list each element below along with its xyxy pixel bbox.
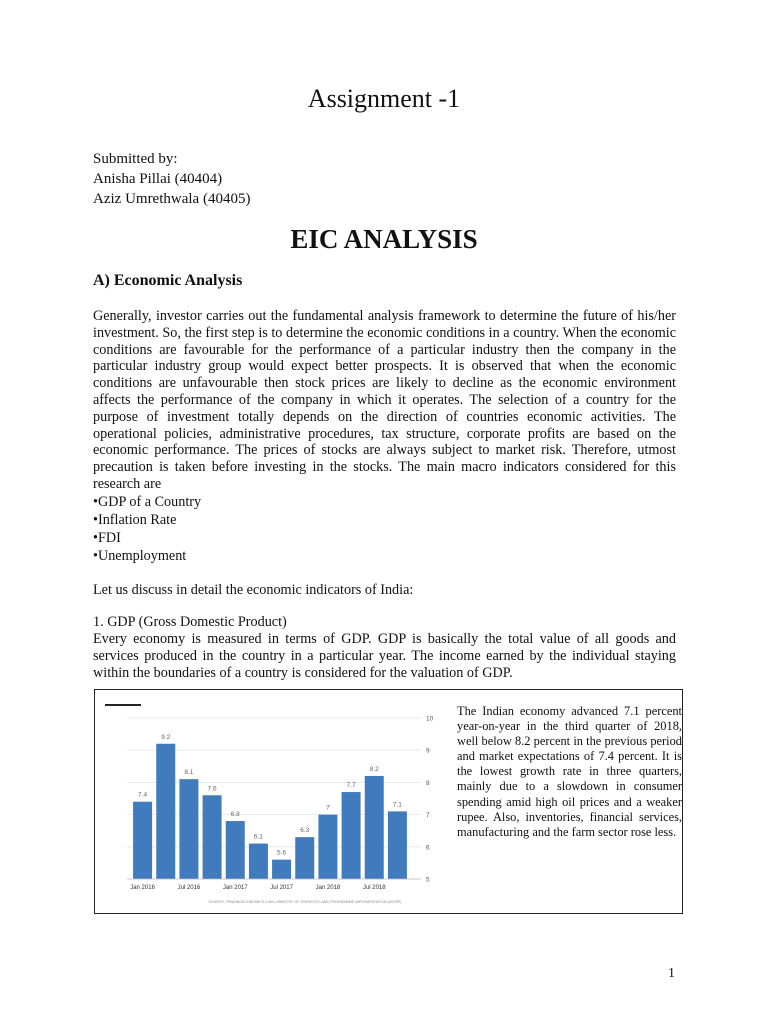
x-tick-label: Jan 2018 <box>315 885 341 891</box>
section-heading: A) Economic Analysis <box>93 272 243 289</box>
bar <box>156 744 175 879</box>
list-item: • Inflation Rate <box>93 511 201 529</box>
x-tick-label: Jul 2017 <box>270 885 293 891</box>
data-label: 7.6 <box>207 785 217 793</box>
author-name: Anisha Pillai (40404) <box>93 171 223 187</box>
data-label: 9.2 <box>161 733 171 741</box>
data-label: 8.1 <box>184 769 194 777</box>
indicator-list <box>93 493 201 565</box>
data-label: 7.1 <box>392 801 402 809</box>
x-tick-label: Jan 2016 <box>130 885 155 891</box>
data-label: 7.4 <box>138 791 148 799</box>
data-label: 6.8 <box>230 811 240 819</box>
y-tick-label: 10 <box>426 715 434 723</box>
bar <box>272 860 291 879</box>
list-item: • FDI <box>93 529 201 547</box>
submitted-block <box>93 149 250 209</box>
x-tick-label: Jan 2017 <box>222 885 248 891</box>
y-tick-label: 7 <box>426 812 430 820</box>
list-item: • GDP of a Country <box>93 493 201 511</box>
main-title: EIC ANALYSIS <box>290 224 478 254</box>
list-item: • Unemployment <box>93 547 201 565</box>
bar <box>179 779 198 879</box>
assignment-title: Assignment -1 <box>307 84 461 113</box>
bar <box>203 795 222 879</box>
gdp-paragraph: Every economy is measured in terms of GDP. GDP is basically the total value of all goods and services produced in the country in a particular year. The income earned by the individual staying within the boundaries of a country is considered for the valuation of GDP. <box>93 631 676 681</box>
bar <box>365 776 384 879</box>
chart-area <box>117 690 451 912</box>
data-label: 6.1 <box>253 833 263 841</box>
y-tick-label: 8 <box>426 779 430 787</box>
data-label: 6.3 <box>300 827 310 835</box>
page-number: 1 <box>668 966 675 981</box>
intro-paragraph: Generally, investor carries out the fundamental analysis framework to determine the future of his/her investment. So, the first step is to determine the economic conditions in a country. When the economic conditions are favourable for the performance of a particular industry then the company in the particular industry group would expect better prospects. It is observed that when the economic conditions are unfavourable then stock prices are likely to decline as the economic environment affects the performance of the company in which it operates. The selection of a country for the purpose of investment totally depends on the direction of countries economic activities. The operational policies, administrative procedures, tax structure, corporate profits are based on the economic performance. The prices of stocks are always subject to market risk. Therefore, utmost precaution is taken before investing in the stocks. The main macro indicators considered for this research are <box>93 308 676 492</box>
data-label: 7 <box>326 804 330 812</box>
bar <box>249 844 268 879</box>
y-tick-label: 9 <box>426 747 430 755</box>
bar <box>133 802 152 879</box>
bar <box>295 837 314 879</box>
chart-caption: The Indian economy advanced 7.1 percent year-on-year in the third quarter of 2018, well below 8.2 percent in the previous period and market expectations of 7.4 percent. It is the lowest growth rate in three quarters, mainly due to a slowdown in consumer spending amid high oil prices and a weaker rupee. Also, inventories, financial services, manufacturing and the farm sector rose less. <box>457 704 682 839</box>
y-tick-label: 6 <box>426 844 430 852</box>
bar <box>318 815 337 879</box>
gdp-heading: 1. GDP (Gross Domestic Product) <box>93 614 287 630</box>
bar <box>226 821 245 879</box>
x-tick-label: Jul 2016 <box>177 885 201 891</box>
discuss-line: Let us discuss in detail the economic indicators of India: <box>93 582 414 598</box>
bar <box>342 792 361 879</box>
author-name: Aziz Umrethwala (40405) <box>93 191 251 207</box>
gdp-bar-chart <box>117 690 451 912</box>
chart-source: SOURCE: TRADINGECONOMICS.COM | MINISTRY OF STATISTICS AND PROGRAMME IMPLEMENTATION (MOSPI) <box>208 900 402 904</box>
data-label: 8.2 <box>369 765 379 773</box>
data-label: 5.6 <box>277 849 287 857</box>
y-tick-label: 5 <box>426 876 430 884</box>
gdp-figure <box>94 689 683 914</box>
data-label: 7.7 <box>346 782 356 790</box>
submitted-label: Submitted by: <box>93 151 178 167</box>
bar <box>388 811 407 879</box>
x-tick-label: Jul 2018 <box>362 885 386 891</box>
